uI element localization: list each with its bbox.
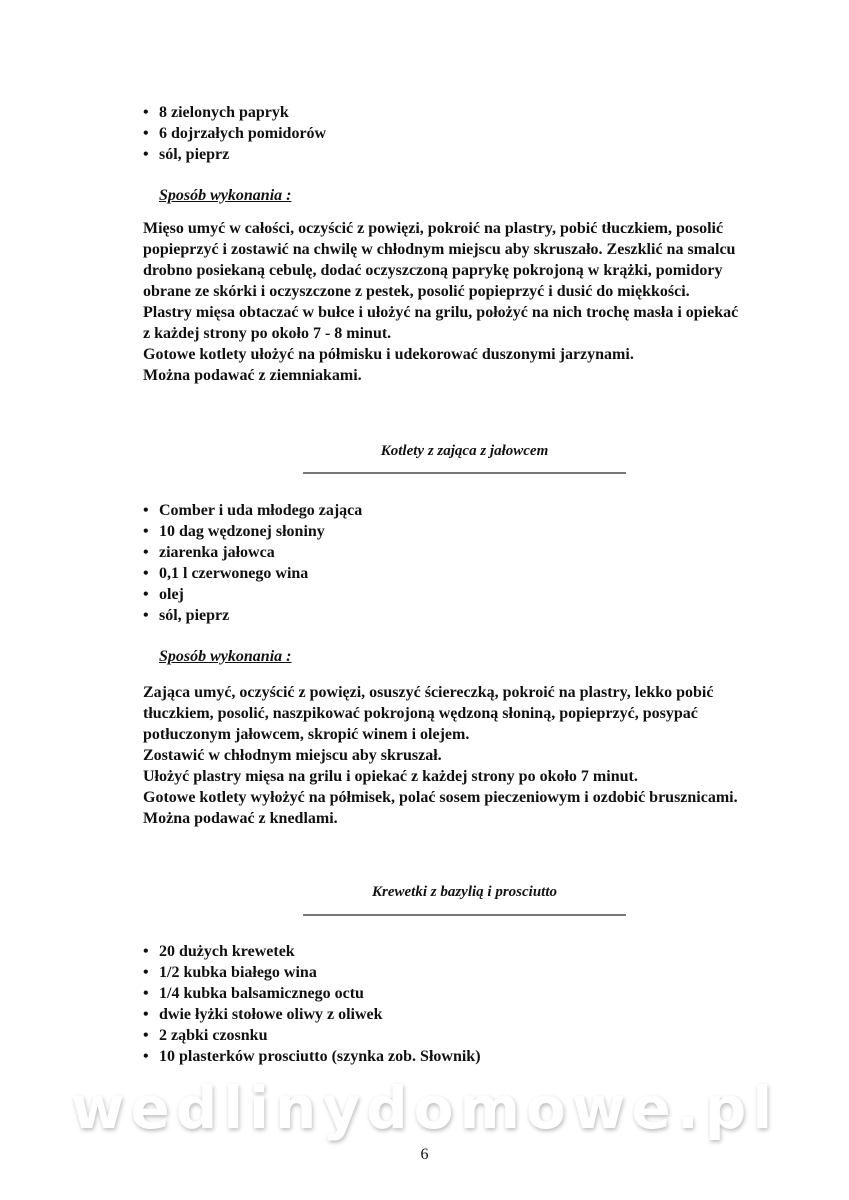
bullet-icon: • — [143, 985, 149, 1002]
text-line: drobno posiekaną cebulę, dodać oczyszczoną paprykę pokrojoną w krążki, pomidory — [143, 262, 723, 279]
list-item — [143, 102, 326, 123]
ingredient: dwie łyżki stołowe oliwy z oliwek — [159, 1006, 383, 1023]
ingredient: 10 dag wędzonej słoniny — [159, 523, 325, 540]
ingredient: olej — [159, 586, 184, 603]
ingredients-list-1 — [143, 102, 326, 165]
bullet-icon: • — [143, 125, 149, 142]
method-text-1 — [143, 218, 738, 386]
bullet-icon: • — [143, 964, 149, 981]
ingredient: 0,1 l czerwonego wina — [159, 565, 309, 582]
bullet-icon: • — [143, 1006, 149, 1023]
list-item — [143, 962, 481, 983]
text-line: potłuczonym jałowcem, skropić winem i olejem. — [143, 726, 470, 743]
ingredient: 1/2 kubka białego wina — [159, 964, 317, 981]
ingredients-list-2 — [143, 500, 362, 626]
text-line: obrane ze skórki i oczyszczone z pestek, posolić popieprzyć i dusić do miękkości. — [143, 283, 690, 300]
ingredients-list-3 — [143, 941, 481, 1067]
text-line: Mięso umyć w całości, oczyścić z powięzi, pokroić na plastry, pobić tłuczkiem, posolić — [143, 220, 724, 237]
text-line: Zostawić w chłodnym miejscu aby skruszał. — [143, 747, 442, 764]
list-item — [143, 521, 362, 542]
recipe-title-3: Krewetki z bazylią i prosciutto — [371, 884, 557, 900]
bullet-icon: • — [143, 943, 149, 960]
list-item — [143, 1046, 481, 1067]
list-item — [143, 500, 362, 521]
bullet-icon: • — [143, 544, 149, 561]
text-line: tłuczkiem, posolić, naszpikować pokrojoną wędzoną słoniną, popieprzyć, posypać — [143, 705, 698, 722]
method-heading-1: Sposób wykonania : — [159, 187, 292, 204]
list-item — [143, 1025, 481, 1046]
text-line: popieprzyć i zostawić na chwilę w chłodnym miejscu aby skruszało. Zeszklić na smalcu — [143, 241, 736, 258]
ingredient: 20 dużych krewetek — [159, 943, 295, 960]
text-line: Zająca umyć, oczyścić z powięzi, osuszyć ściereczką, pokroić na plastry, lekko pobić — [143, 684, 714, 701]
ingredient: 1/4 kubka balsamicznego octu — [159, 985, 364, 1002]
list-item — [143, 983, 481, 1004]
list-item — [143, 584, 362, 605]
text-line: z każdej strony po około 7 - 8 minut. — [143, 325, 392, 342]
ingredient: ziarenka jałowca — [159, 544, 275, 561]
list-item — [143, 941, 481, 962]
ingredient: Comber i uda młodego zająca — [159, 502, 363, 519]
text-line: Gotowe kotlety wyłożyć na półmisek, polać sosem pieczeniowym i ozdobić brusznicami. — [143, 789, 738, 806]
bullet-icon: • — [143, 104, 149, 121]
recipe-title-2: Kotlety z zająca z jałowcem — [380, 443, 549, 459]
ingredient: 10 plasterków prosciutto (szynka zob. Słownik) — [159, 1048, 481, 1065]
page-number: 6 — [420, 1146, 429, 1163]
list-item — [143, 605, 362, 626]
bullet-icon: • — [143, 1027, 149, 1044]
ingredient: sól, pieprz — [159, 607, 230, 624]
bullet-icon: • — [143, 146, 149, 163]
text-line: Można podawać z ziemniakami. — [143, 367, 362, 384]
text-line: Można podawać z knedlami. — [143, 810, 338, 827]
text-line: Plastry mięsa obtaczać w bułce i ułożyć na grilu, położyć na nich trochę masła i opiekać — [143, 304, 739, 321]
list-item — [143, 563, 362, 584]
title-divider — [303, 914, 626, 916]
list-item — [143, 542, 362, 563]
text-line: Gotowe kotlety ułożyć na półmisku i udekorować duszonymi jarzynami. — [143, 346, 634, 363]
watermark: wedlinydomowe.pl — [70, 1074, 779, 1142]
bullet-icon: • — [143, 607, 149, 624]
bullet-icon: • — [143, 523, 149, 540]
bullet-icon: • — [143, 565, 149, 582]
list-item — [143, 144, 326, 165]
ingredient: 8 zielonych papryk — [159, 104, 289, 121]
bullet-icon: • — [143, 502, 149, 519]
text-line: Ułożyć plastry mięsa na grilu i opiekać z każdej strony po około 7 minut. — [143, 768, 638, 785]
ingredient: 6 dojrzałych pomidorów — [159, 125, 327, 142]
list-item — [143, 1004, 481, 1025]
method-heading-2: Sposób wykonania : — [159, 648, 292, 665]
ingredient: sól, pieprz — [159, 146, 230, 163]
list-item — [143, 123, 326, 144]
method-text-2 — [143, 682, 738, 829]
bullet-icon: • — [143, 1048, 149, 1065]
bullet-icon: • — [143, 586, 149, 603]
ingredient: 2 ząbki czosnku — [159, 1027, 268, 1044]
title-divider — [303, 472, 626, 474]
